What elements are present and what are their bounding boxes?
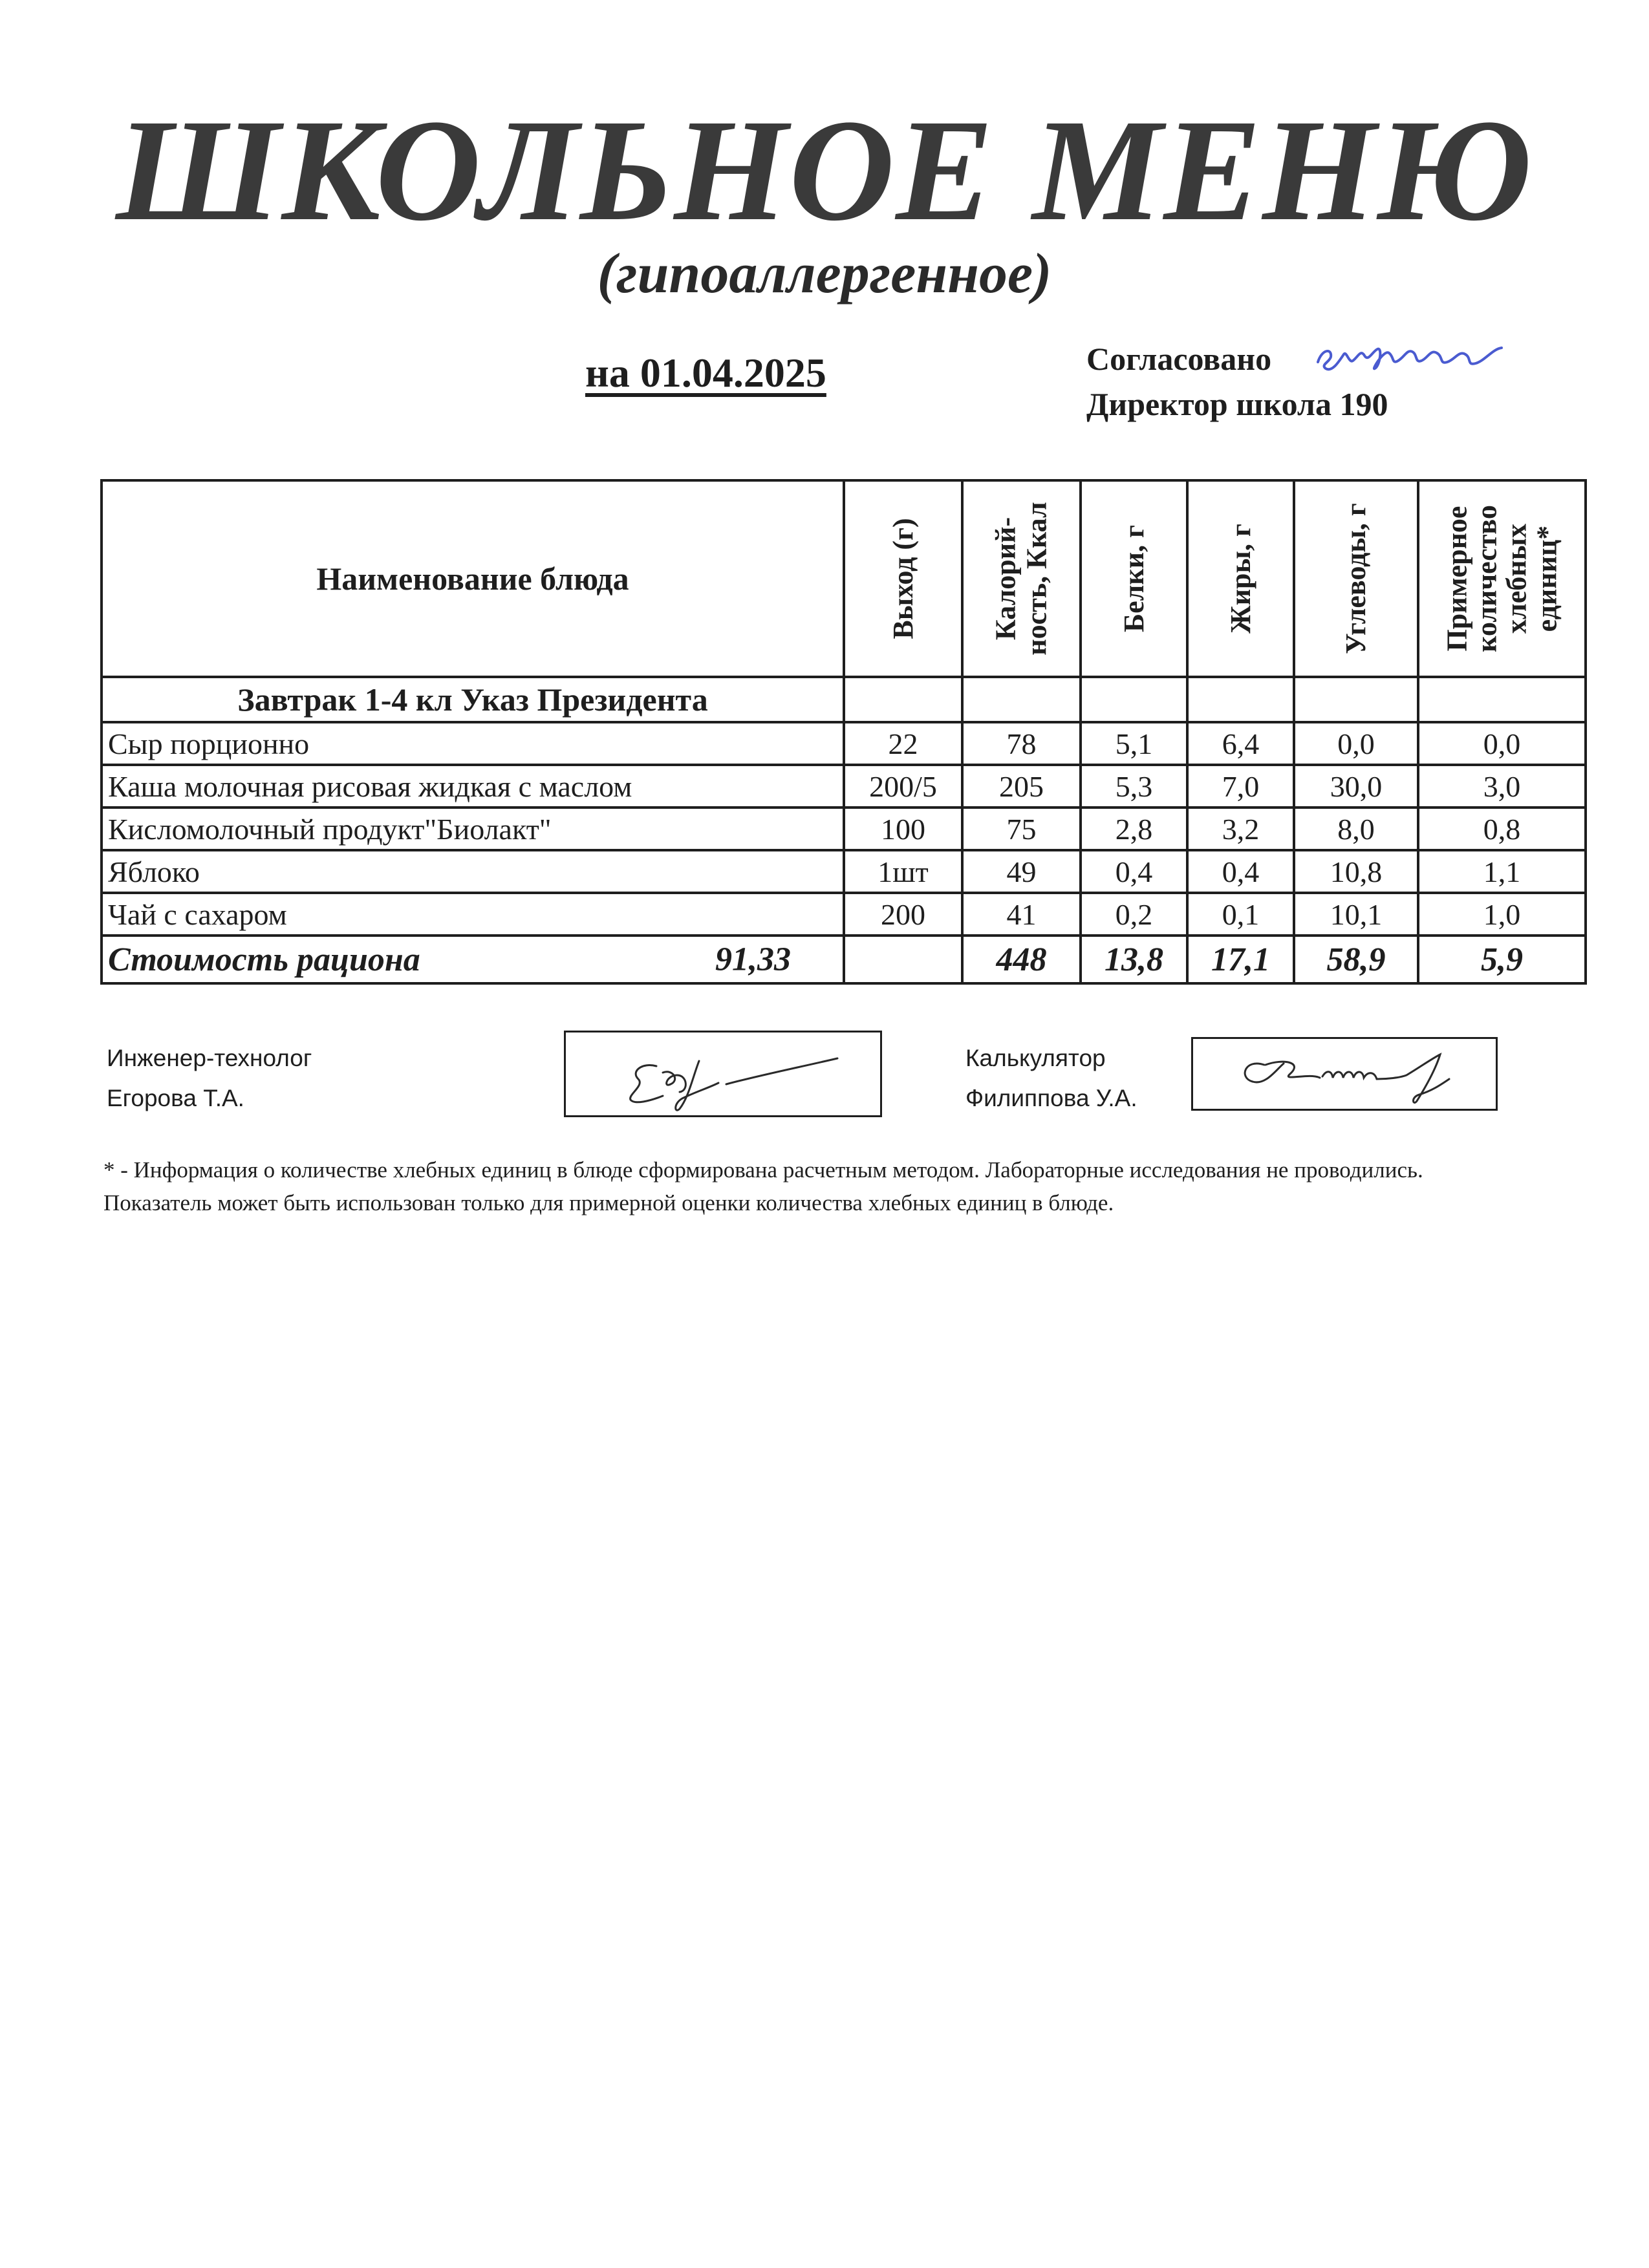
total-protein: 13,8 (1081, 936, 1187, 983)
dish-protein: 2,8 (1081, 808, 1187, 850)
table-row (102, 893, 1586, 936)
dish-fat: 7,0 (1187, 765, 1294, 808)
section-row (102, 677, 1586, 722)
total-carbs: 58,9 (1294, 936, 1418, 983)
page-subtitle: (гипоаллергенное) (597, 242, 1052, 305)
total-bread-units: 5,9 (1418, 936, 1586, 983)
dish-carbs: 8,0 (1294, 808, 1418, 850)
table-row (102, 850, 1586, 893)
dish-output: 22 (844, 722, 962, 765)
dish-protein: 0,4 (1081, 850, 1187, 893)
dish-name: Каша молочная рисовая жидкая с маслом (102, 765, 844, 808)
dish-name: Яблоко (102, 850, 844, 893)
menu-table (100, 479, 1587, 985)
dish-kcal: 41 (962, 893, 1081, 936)
total-cost-cell (102, 936, 844, 983)
dish-fat: 0,4 (1187, 850, 1294, 893)
dish-carbs: 10,8 (1294, 850, 1418, 893)
table-header-row (102, 480, 1586, 677)
section-label: Завтрак 1-4 кл Указ Президента (102, 677, 844, 722)
column-header-carbs: Углеводы, г (1294, 480, 1418, 677)
dish-bread-units: 3,0 (1418, 765, 1586, 808)
director-label: Директор школа 190 (1086, 386, 1388, 422)
dish-bread-units: 1,0 (1418, 893, 1586, 936)
dish-fat: 0,1 (1187, 893, 1294, 936)
calculator-name: Филиппова У.А. (965, 1085, 1137, 1111)
dish-fat: 6,4 (1187, 722, 1294, 765)
column-header-dish-name: Наименование блюда (102, 480, 844, 677)
dish-carbs: 30,0 (1294, 765, 1418, 808)
dish-output: 200/5 (844, 765, 962, 808)
total-label: Стоимость рациона (108, 941, 420, 978)
table-row (102, 808, 1586, 850)
dish-bread-units: 1,1 (1418, 850, 1586, 893)
column-header-protein: Белки, г (1081, 480, 1187, 677)
dish-kcal: 49 (962, 850, 1081, 893)
column-header-output: Выход (г) (844, 480, 962, 677)
column-header-calories: Калорий- ность, Ккал (962, 480, 1081, 677)
total-output (844, 936, 962, 983)
dish-protein: 5,1 (1081, 722, 1187, 765)
approve-label: Согласовано (1086, 341, 1272, 377)
table-row (102, 765, 1586, 808)
dish-bread-units: 0,8 (1418, 808, 1586, 850)
engineer-role: Инженер-технолог (107, 1045, 312, 1071)
dish-output: 100 (844, 808, 962, 850)
page-title: ШКОЛЬНОЕ МЕНЮ (116, 89, 1533, 251)
engineer-name: Егорова Т.А. (107, 1085, 244, 1111)
dish-name: Сыр порционно (102, 722, 844, 765)
dish-fat: 3,2 (1187, 808, 1294, 850)
footnote-line-2: Показатель может быть использован только для примерной оценки количества хлебных единиц в блюде. (103, 1190, 1114, 1215)
calculator-signature (1193, 1039, 1496, 1109)
dish-carbs: 10,1 (1294, 893, 1418, 936)
table-row (102, 722, 1586, 765)
footnote-line-1: * - Информация о количестве хлебных единиц в блюде сформирована расчетным методом. Лабораторные исследования не проводились. (103, 1157, 1423, 1182)
total-fat: 17,1 (1187, 936, 1294, 983)
dish-kcal: 75 (962, 808, 1081, 850)
column-header-bread-units: Примерное количество хлебных единиц* (1418, 480, 1586, 677)
calculator-signature-box (1191, 1037, 1498, 1111)
menu-date: на 01.04.2025 (585, 350, 826, 396)
engineer-signature-box (564, 1031, 882, 1117)
dish-kcal: 78 (962, 722, 1081, 765)
dish-protein: 0,2 (1081, 893, 1187, 936)
dish-name: Чай с сахаром (102, 893, 844, 936)
total-kcal: 448 (962, 936, 1081, 983)
dish-output: 200 (844, 893, 962, 936)
engineer-signature (566, 1032, 880, 1115)
total-cost: 91,33 (715, 941, 791, 978)
calculator-role: Калькулятор (965, 1045, 1106, 1071)
approve-signature (1313, 323, 1507, 381)
dish-protein: 5,3 (1081, 765, 1187, 808)
column-header-fat: Жиры, г (1187, 480, 1294, 677)
dish-output: 1шт (844, 850, 962, 893)
dish-kcal: 205 (962, 765, 1081, 808)
dish-carbs: 0,0 (1294, 722, 1418, 765)
dish-bread-units: 0,0 (1418, 722, 1586, 765)
total-row (102, 936, 1586, 983)
dish-name: Кисломолочный продукт"Биолакт" (102, 808, 844, 850)
